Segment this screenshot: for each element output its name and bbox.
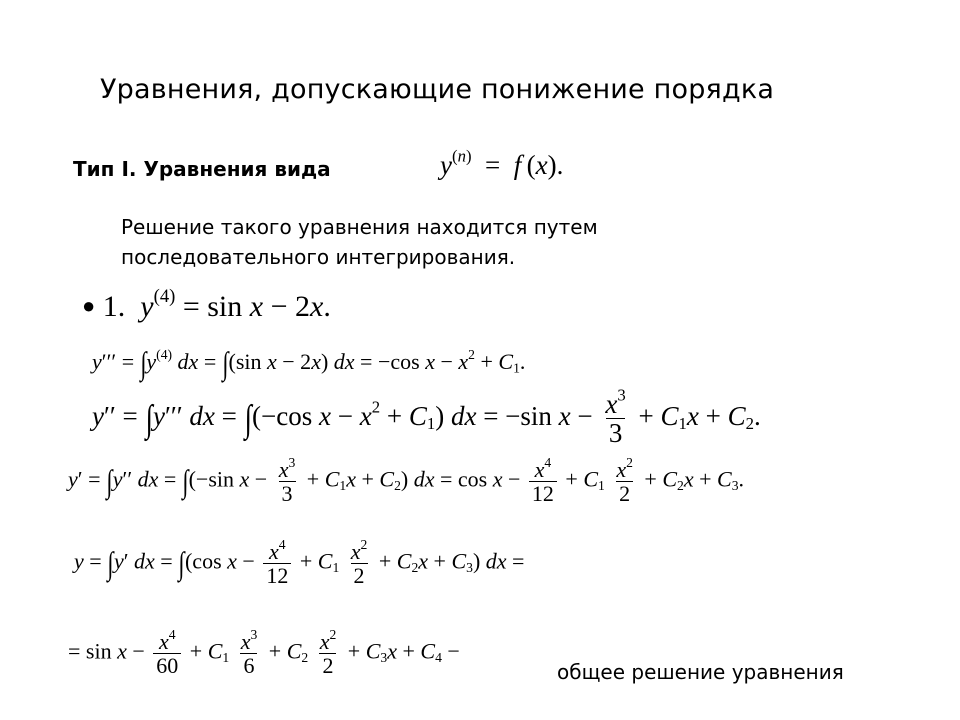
step-function: y = ∫y′ dx = ∫(cos x − $\frac{x^4}{12}$ + $C_1$ $\frac{x^2}{2}$ + $C_2x + C_3$) dx = (74, 536, 525, 589)
bullet-dot: ● (82, 293, 96, 318)
description-line-1: Решение такого уравнения находится путем (121, 215, 598, 239)
method-description (121, 212, 598, 272)
example-equation: ● 1. $y^{(4)} = \sin x - 2x$. (82, 286, 331, 323)
example-number: 1. (102, 290, 126, 323)
description-line-2: последовательного интегрирования. (121, 245, 516, 269)
type-label: Тип I. Уравнения вида (73, 157, 331, 181)
page-title: Уравнения, допускающие понижение порядка (100, 74, 775, 105)
step-second-derivative: y′′ = ∫y′′′ dx = ∫(−cos $x - x^2 + C_1$) dx = −sin x − $\frac{x^3}{3}$ + $C_1x + C_2$. (92, 385, 761, 449)
type-equation: $y^{(n)} = f$ (x). (440, 146, 564, 180)
general-solution-caption: общее решение уравнения (557, 660, 844, 684)
general-solution: = sin x − $\frac{x^4}{60}$ + $C_1$ $\frac{x^3}{6}$ + $C_2$ $\frac{x^2}{2}$ + $C_3x + C_4$ − (68, 626, 460, 679)
step-first-derivative: y′ = ∫y′′ dx = ∫(−sin x − $\frac{x^3}{3}$ + $C_1x + C_2$) dx = cos x − $\frac{x^4}{12}$ + $C_1$ $\frac{x^2}{2}$ + $C_2x + C_3$. (68, 454, 745, 507)
step-third-derivative: $y''' = \int y^{(4)}$ dx = ∫(sin x − 2x) dx = −cos $x - x^2 + C_1$. (92, 345, 526, 381)
